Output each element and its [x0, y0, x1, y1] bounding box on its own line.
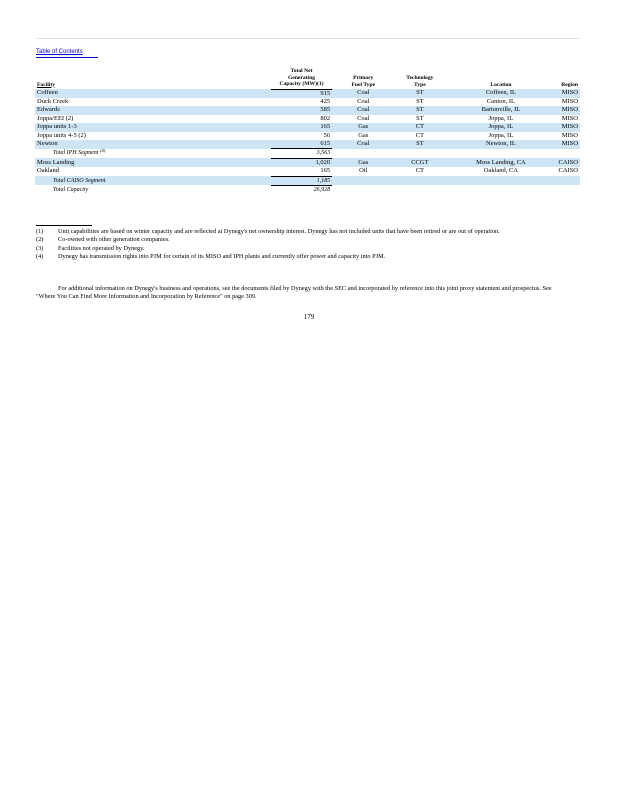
location-cell: Joppa, IL: [488, 131, 514, 139]
region-cell: MISO: [556, 89, 580, 98]
additional-info-paragraph: For additional information on Dynegy's business and operations, see the documents filed by Dynegy with the SEC and incorporated by reference into this joint proxy statement and prospectus. See "Where You Can Find More Information and Incorporation by Reference" on page 309.: [36, 285, 552, 301]
footnotes: [36, 228, 556, 261]
footnote: [36, 236, 556, 244]
header-facility: Facility: [37, 81, 56, 88]
fuel-cell: Coal: [357, 114, 370, 122]
page-number: 179: [303, 313, 315, 321]
location-cell: Moss Landing, CA: [445, 158, 556, 167]
header-location: Location: [490, 81, 512, 88]
header-fuel-line1: Primary: [353, 75, 374, 81]
facility-cell: Coffeen: [35, 89, 200, 98]
tech-cell: ST: [416, 97, 424, 105]
table-header-row: [35, 68, 580, 89]
tech-cell: ST: [394, 140, 445, 149]
table-row: [35, 98, 580, 106]
footnote-number: (2): [36, 236, 44, 244]
capacity-cell: 56: [323, 131, 331, 139]
location-cell: Joppa, IL: [488, 114, 514, 122]
top-divider: [36, 38, 580, 39]
table-row: [35, 140, 580, 149]
region-cell: MISO: [556, 123, 580, 131]
facility-cell: Duck Creek: [37, 97, 69, 105]
capacity-cell: 165: [271, 123, 332, 131]
footnote: [36, 253, 556, 261]
footnote-text: Facilities not operated by Dynegy.: [58, 244, 145, 252]
tech-cell: ST: [394, 89, 445, 98]
facility-cell: Moss Landing: [35, 158, 200, 167]
footnote-number: (1): [36, 228, 44, 235]
facility-cell: Oakland: [37, 167, 60, 175]
location-cell: Newton, IL: [445, 140, 556, 149]
tech-cell: CT: [415, 131, 425, 139]
tech-cell: CT: [394, 123, 445, 131]
table-row: [35, 123, 580, 131]
footnote-number: (3): [36, 244, 44, 252]
region-cell: CAISO: [558, 167, 578, 175]
capacity-cell: 165: [271, 167, 332, 176]
grand-total-capacity: 26,928: [313, 186, 331, 193]
footnote: [36, 245, 556, 253]
facility-cell: Joppa units 4-5 (2): [37, 131, 86, 139]
tech-cell: CT: [415, 167, 425, 175]
caiso-total-row: [35, 176, 580, 185]
footnote-text: Unit capabilities are based on winter capacity and are reflected at Dynegy's net ownership interest. Dynegy has not included units that have been retired or are out of operation.: [58, 228, 500, 235]
fuel-cell: Gas: [358, 131, 369, 139]
fuel-cell: Gas: [332, 158, 394, 167]
grand-total-label: Total Capacity: [53, 186, 89, 193]
footnote-divider: [36, 225, 92, 226]
capacity-cell: 915: [271, 89, 332, 98]
region-cell: MISO: [561, 97, 578, 105]
location-cell: Oakland, CA: [483, 167, 519, 175]
fuel-cell: Coal: [357, 97, 370, 105]
location-cell: Canton, IL: [486, 97, 516, 105]
toc-link-underline: [36, 57, 98, 58]
header-technology: [394, 68, 445, 89]
header-tech-line2: Type: [414, 81, 426, 88]
location-cell: Bartonville, IL: [445, 106, 556, 114]
footnote-text: Dynegy has transmission rights into PJM for certain of its MISO and IPH plants and currently offer power and capacity into PJM.: [58, 252, 386, 260]
table-row: [35, 167, 580, 176]
table-row: [35, 158, 580, 167]
region-cell: MISO: [556, 140, 580, 149]
fuel-cell: Coal: [332, 140, 394, 149]
header-capacity: [271, 68, 332, 89]
iph-total-label: Total IPH Segment: [53, 150, 99, 157]
region-cell: MISO: [556, 106, 580, 114]
capacity-cell: 425: [320, 97, 331, 105]
grand-total-row: [35, 185, 580, 194]
location-cell: Coffeen, IL: [445, 89, 556, 98]
capacity-cell: 585: [271, 106, 332, 114]
capacity-cell: 802: [320, 114, 331, 122]
header-tech-line1: Technology: [406, 75, 434, 81]
tech-cell: CCGT: [394, 158, 445, 167]
footnote: [36, 228, 556, 236]
generation-facilities-table: [35, 68, 580, 194]
facility-cell: Joppa units 1-3: [35, 123, 200, 131]
table-of-contents-link[interactable]: Table of Contents: [36, 49, 83, 55]
iph-total-note: (4): [99, 148, 106, 154]
capacity-cell: 615: [271, 140, 332, 149]
fuel-cell: Coal: [332, 89, 394, 98]
tech-cell: ST: [394, 106, 445, 114]
footnote-text: Co-owned with other generation companies.: [58, 236, 170, 244]
footnote-number: (4): [36, 252, 44, 260]
caiso-total-capacity: 1,185: [271, 176, 332, 185]
facility-cell: Edwards: [35, 106, 200, 114]
header-region: Region: [561, 81, 578, 88]
caiso-total-label: Total CAISO Segment: [35, 176, 200, 185]
table-row: [35, 132, 580, 140]
table-row: [35, 115, 580, 123]
iph-total-row: [35, 149, 580, 158]
tech-cell: ST: [416, 114, 424, 122]
iph-total-capacity: 3,563: [271, 149, 332, 158]
fuel-cell: Coal: [332, 106, 394, 114]
table-row: [35, 89, 580, 98]
header-fuel: [332, 68, 394, 89]
fuel-cell: Oil: [359, 167, 368, 175]
region-cell: MISO: [561, 114, 578, 122]
fuel-cell: Gas: [332, 123, 394, 131]
location-cell: Joppa, IL: [445, 123, 556, 131]
facility-cell: Joppa/EEI (2): [37, 114, 74, 122]
facility-cell: Newton: [35, 140, 200, 149]
header-fuel-line2: Fuel Type: [351, 81, 376, 88]
region-cell: MISO: [561, 131, 578, 139]
header-capacity-line1: Total Net: [290, 68, 313, 74]
header-capacity-line3: Capacity (MW)(1): [279, 81, 324, 87]
capacity-cell: 1,020: [271, 158, 332, 167]
region-cell: CAISO: [558, 158, 578, 166]
table-row: [35, 106, 580, 114]
header-capacity-line2: Generating: [287, 74, 316, 81]
